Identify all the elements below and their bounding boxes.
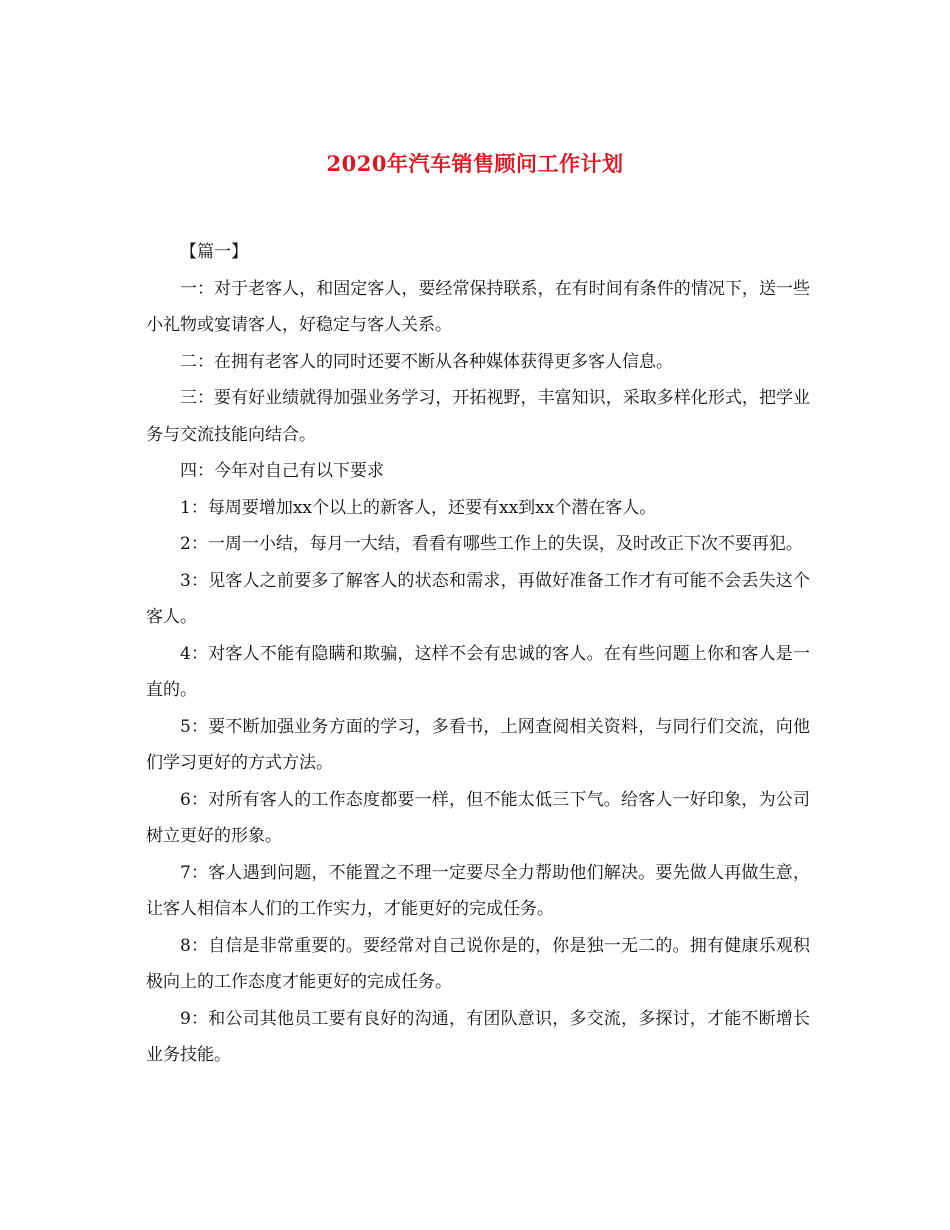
list-item: 1：每周要增加xx个以上的新客人，还要有xx到xx个潜在客人。 bbox=[180, 497, 657, 518]
document-body bbox=[146, 234, 810, 1074]
section-label: 【篇一】 bbox=[180, 242, 248, 262]
list-item: 2：一周一小结，每月一大结，看看有哪些工作上的失误，及时改正下次不要再犯。 bbox=[180, 534, 803, 554]
paragraph: 四：今年对自己有以下要求 bbox=[180, 461, 384, 481]
list-item: 3：见客人之前要多了解客人的状态和需求，再做好准备工作才有可能不会丢失这个客人。 bbox=[146, 570, 810, 627]
list-item: 6：对所有客人的工作态度都要一样，但不能太低三下气。给客人一好印象，为公司树立更好的形象。 bbox=[146, 789, 810, 846]
list-item: 4：对客人不能有隐瞒和欺骗，这样不会有忠诚的客人。在有些问题上你和客人是一直的。 bbox=[146, 643, 810, 700]
paragraph: 一：对于老客人，和固定客人，要经常保持联系，在有时间有条件的情况下，送一些小礼物或宴请客人，好稳定与客人关系。 bbox=[146, 278, 810, 335]
list-item: 9：和公司其他员工要有良好的沟通，有团队意识，多交流，多探讨，才能不断增长业务技能。 bbox=[146, 1008, 810, 1065]
document-title: 2020年汽车销售顾问工作计划 bbox=[326, 151, 624, 176]
list-item: 8：自信是非常重要的。要经常对自己说你是的，你是独一无二的。拥有健康乐观积极向上的工作态度才能更好的完成任务。 bbox=[146, 935, 810, 992]
list-item: 5：要不断加强业务方面的学习，多看书，上网查阅相关资料，与同行们交流，向他们学习更好的方式方法。 bbox=[146, 716, 810, 773]
paragraph: 三：要有好业绩就得加强业务学习，开拓视野，丰富知识，采取多样化形式，把学业务与交流技能向结合。 bbox=[146, 388, 810, 445]
paragraph: 二：在拥有老客人的同时还要不断从各种媒体获得更多客人信息。 bbox=[180, 351, 673, 372]
list-item: 7：客人遇到问题，不能置之不理一定要尽全力帮助他们解决。要先做人再做生意，让客人相信本人们的工作实力，才能更好的完成任务。 bbox=[146, 862, 810, 919]
